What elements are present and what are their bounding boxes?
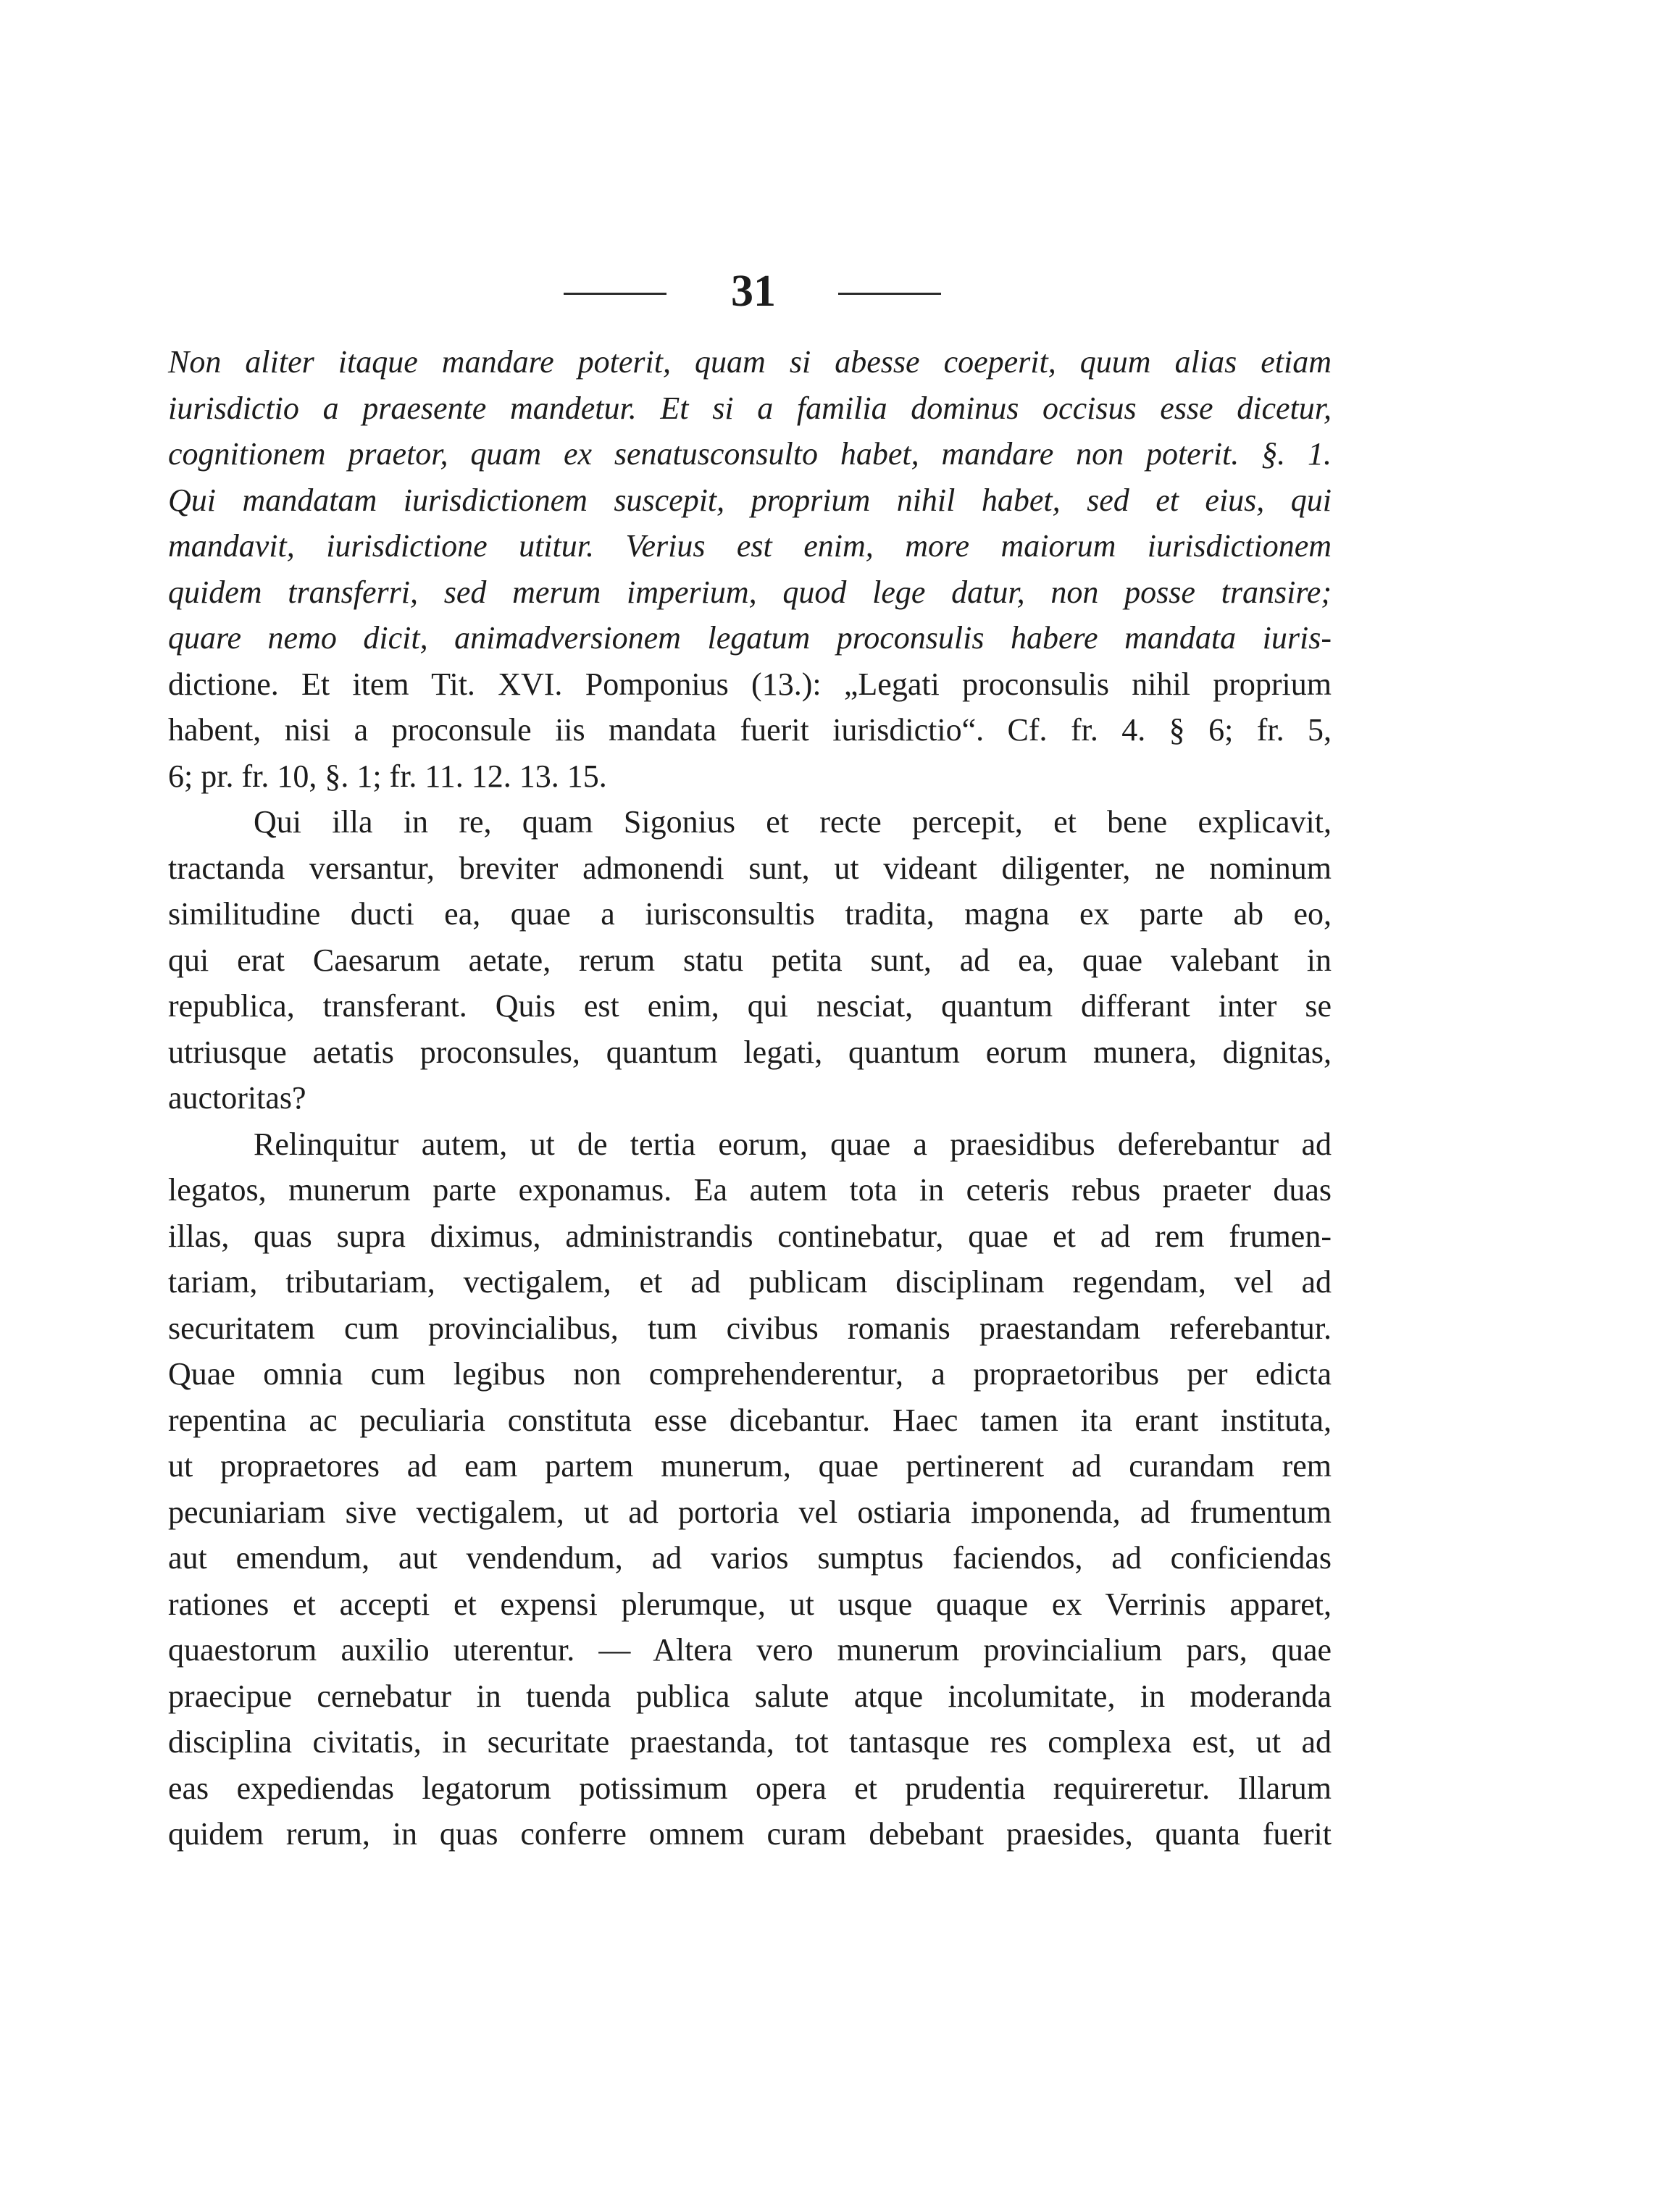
text-line: praecipue cernebatur in tuenda publica salute atque incolumitate, in moderanda	[168, 1678, 1332, 1714]
text-line: iurisdictio a praesente mandetur. Et si a familia dominus occisus esse dicetur,	[168, 390, 1332, 426]
text-line: Relinquitur autem, ut de tertia eorum, quae a praesidibus deferebantur ad	[254, 1126, 1332, 1162]
text-line: Quae omnia cum legibus non comprehenderentur, a propraetoribus per edicta	[168, 1356, 1332, 1392]
text-line: eas expediendas legatorum potissimum opera et prudentia requireretur. Illarum	[168, 1770, 1332, 1806]
text-line: quare nemo dicit, animadversionem legatum proconsulis habere mandata iuris-	[168, 620, 1332, 656]
text-line: repentina ac peculiaria constituta esse dicebantur. Haec tamen ita erant instituta,	[168, 1402, 1332, 1438]
text-line: tariam, tributariam, vectigalem, et ad publicam disciplinam regendam, vel ad	[168, 1264, 1332, 1300]
text-line: 6; pr. fr. 10, §. 1; fr. 11. 12. 13. 15.	[168, 758, 607, 794]
page-number: 31	[731, 267, 776, 316]
text-line: disciplina civitatis, in securitate praestanda, tot tantasque res complexa est, ut ad	[168, 1724, 1332, 1760]
body-text	[168, 339, 1332, 1857]
text-line: legatos, munerum parte exponamus. Ea autem tota in ceteris rebus praeter duas	[168, 1172, 1332, 1208]
text-line: quidem transferri, sed merum imperium, quod lege datur, non posse transire;	[168, 574, 1332, 610]
page-header	[0, 262, 1680, 320]
text-line: similitudine ducti ea, quae a iurisconsultis tradita, magna ex parte ab eo,	[168, 896, 1332, 932]
text-line: rationes et accepti et expensi plerumque, ut usque quaque ex Verrinis apparet,	[168, 1586, 1332, 1622]
text-line: Qui illa in re, quam Sigonius et recte percepit, et bene explicavit,	[254, 804, 1332, 840]
text-line: quaestorum auxilio uterentur. — Altera vero munerum provincialium pars, quae	[168, 1632, 1332, 1668]
text-line: Non aliter itaque mandare poterit, quam si abesse coeperit, quum alias etiam	[168, 344, 1332, 380]
text-line: republica, transferant. Quis est enim, qui nesciat, quantum differant inter se	[168, 988, 1332, 1024]
text-line: Qui mandatam iurisdictionem suscepit, proprium nihil habet, sed et eius, qui	[168, 482, 1332, 518]
text-line: qui erat Caesarum aetate, rerum statu petita sunt, ad ea, quae valebant in	[168, 942, 1332, 978]
text-line: aut emendum, aut vendendum, ad varios sumptus faciendos, ad conficiendas	[168, 1540, 1332, 1576]
text-line: utriusque aetatis proconsules, quantum legati, quantum eorum munera, dignitas,	[168, 1034, 1332, 1070]
header-rule-left	[564, 293, 666, 295]
text-line: cognitionem praetor, quam ex senatusconsulto habet, mandare non poterit. §. 1.	[168, 436, 1332, 472]
text-line: tractanda versantur, breviter admonendi sunt, ut videant diligenter, ne nominum	[168, 850, 1332, 886]
text-line: dictione. Et item Tit. XVI. Pomponius (13.): „Legati proconsulis nihil proprium	[168, 666, 1332, 702]
text-line: securitatem cum provincialibus, tum civibus romanis praestandam referebantur.	[168, 1310, 1332, 1346]
text-line: ut propraetores ad eam partem munerum, quae pertinerent ad curandam rem	[168, 1448, 1332, 1484]
text-line: quidem rerum, in quas conferre omnem curam debebant praesides, quanta fuerit	[168, 1816, 1332, 1852]
text-line: auctoritas?	[168, 1080, 306, 1116]
text-line: illas, quas supra diximus, administrandis continebatur, quae et ad rem frumen-	[168, 1218, 1332, 1254]
text-line: pecuniariam sive vectigalem, ut ad portoria vel ostiaria imponenda, ad frumentum	[168, 1494, 1332, 1530]
text-line: habent, nisi a proconsule iis mandata fuerit iurisdictio“. Cf. fr. 4. § 6; fr. 5,	[168, 712, 1332, 748]
header-rule-right	[838, 293, 941, 295]
text-line: mandavit, iurisdictione utitur. Verius est enim, more maiorum iurisdictionem	[168, 528, 1332, 564]
